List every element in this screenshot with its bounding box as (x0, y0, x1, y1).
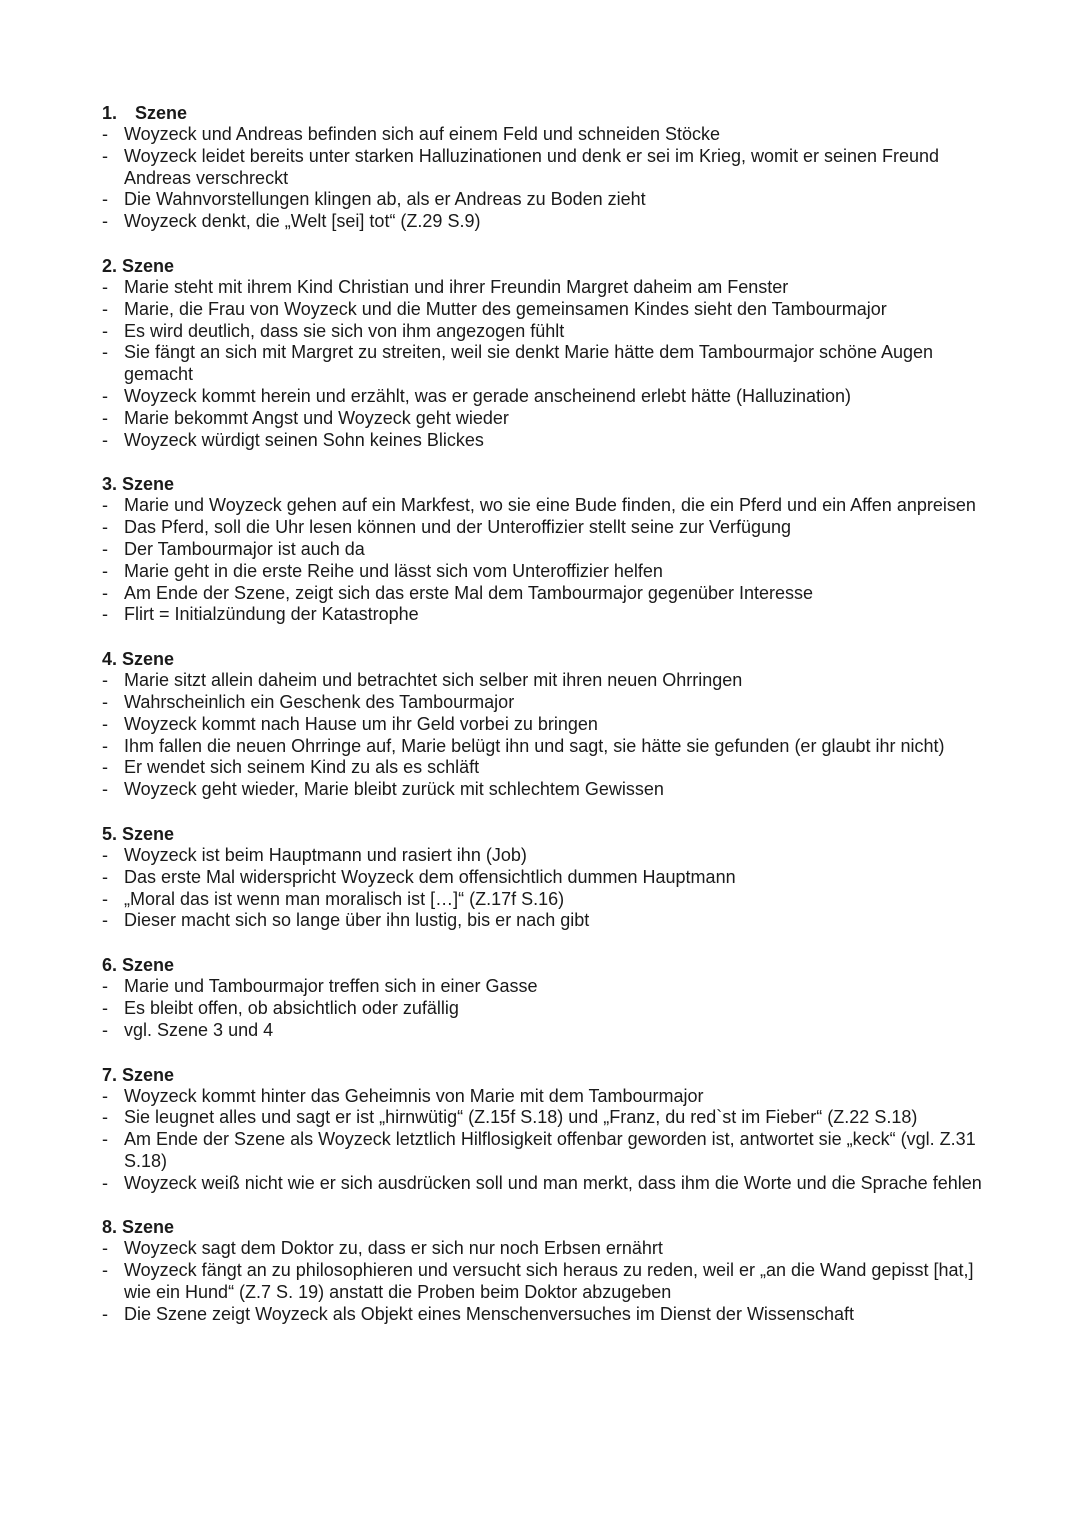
bullet-list (102, 277, 982, 451)
list-item-text: Woyzeck würdigt seinen Sohn keines Blickes (124, 429, 484, 450)
bullet-list (102, 670, 982, 801)
list-item-text: Marie geht in die erste Reihe und lässt sich vom Unteroffizier helfen (124, 560, 663, 581)
dash-bullet-icon: - (102, 320, 108, 341)
scene-section (102, 102, 982, 233)
list-item-text: Am Ende der Szene, zeigt sich das erste Mal dem Tambourmajor gegenüber Interesse (124, 582, 814, 603)
dash-bullet-icon: - (102, 735, 108, 756)
dash-bullet-icon: - (102, 1303, 108, 1324)
list-item-text: Es bleibt offen, ob absichtlich oder zufällig (124, 997, 459, 1018)
list-item (102, 1260, 982, 1304)
dash-bullet-icon: - (102, 691, 108, 712)
list-item-text: Woyzeck denkt, die „Welt [sei] tot“ (Z.29 S.9) (124, 211, 481, 232)
dash-bullet-icon: - (102, 1172, 108, 1193)
list-item (102, 495, 982, 517)
dash-bullet-icon: - (102, 495, 108, 516)
dash-bullet-icon: - (102, 866, 108, 887)
list-item (102, 386, 982, 408)
scene-heading (102, 1216, 982, 1238)
list-item (102, 1173, 982, 1195)
dash-bullet-icon: - (102, 1238, 108, 1259)
dash-bullet-icon: - (102, 145, 108, 166)
list-item-text: Dieser macht sich so lange über ihn lustig, bis er nach gibt (124, 910, 590, 931)
list-item (102, 342, 982, 386)
list-item (102, 757, 982, 779)
dash-bullet-icon: - (102, 298, 108, 319)
bullet-list (102, 976, 982, 1041)
dash-bullet-icon: - (102, 670, 108, 691)
scene-number: 7. (102, 1064, 118, 1085)
dash-bullet-icon: - (102, 211, 108, 232)
list-item (102, 670, 982, 692)
dash-bullet-icon: - (102, 976, 108, 997)
scene-section (102, 1216, 982, 1325)
dash-bullet-icon: - (102, 1085, 108, 1106)
dash-bullet-icon: - (102, 517, 108, 538)
scene-section (102, 823, 982, 932)
list-item-text: Sie leugnet alles und sagt er ist „hirnwütig“ (Z.15f S.18) und „Franz, du red`st im Fieber“ (Z.22 S.18) (124, 1107, 918, 1128)
scene-number: 6. (102, 955, 118, 976)
list-item (102, 430, 982, 452)
list-item (102, 189, 982, 211)
list-item-text: Das erste Mal widerspricht Woyzeck dem offensichtlich dummen Hauptmann (124, 866, 736, 887)
scene-heading (102, 954, 982, 976)
dash-bullet-icon: - (102, 997, 108, 1018)
list-item (102, 146, 982, 190)
list-item-text: Die Szene zeigt Woyzeck als Objekt eines Menschenversuches im Dienst der Wissenschaft (124, 1303, 854, 1324)
list-item-text: Woyzeck fängt an zu philosophieren und versucht sich heraus zu reden, weil er „an die Wand gepisst [hat,] wie ein Hund“ (Z.7 S. 19) anstatt die Proben beim Doktor abzugeben (124, 1260, 974, 1303)
list-item (102, 1129, 982, 1173)
list-item (102, 867, 982, 889)
list-item-text: Am Ende der Szene als Woyzeck letztlich Hilflosigkeit offenbar geworden ist, antwortet sie „keck“ (vgl. Z.31 S.18) (124, 1129, 976, 1171)
list-item-text: Woyzeck kommt herein und erzählt, was er gerade anscheinend erlebt hätte (Halluzination) (124, 385, 852, 406)
list-item (102, 910, 982, 932)
dash-bullet-icon: - (102, 713, 108, 734)
list-item (102, 1238, 982, 1260)
scene-number: 2. (102, 255, 118, 276)
dash-bullet-icon: - (102, 582, 108, 603)
dash-bullet-icon: - (102, 1129, 108, 1150)
list-item-text: Woyzeck leidet bereits unter starken Halluzinationen und denk er sei im Krieg, womit er seinen Freund Andreas verschreckt (124, 145, 940, 188)
list-item-text: Marie sitzt allein daheim und betrachtet sich selber mit ihren neuen Ohrringen (124, 670, 743, 691)
list-item-text: Wahrscheinlich ein Geschenk des Tambourmajor (124, 691, 515, 712)
scene-number: 3. (102, 474, 118, 495)
list-item-text: Marie steht mit ihrem Kind Christian und ihrer Freundin Margret daheim am Fenster (124, 276, 789, 297)
scene-heading (102, 255, 982, 277)
list-item-text: Woyzeck und Andreas befinden sich auf einem Feld und schneiden Stöcke (124, 124, 721, 144)
list-item (102, 845, 982, 867)
list-item-text: Woyzeck kommt nach Hause um ihr Geld vorbei zu bringen (124, 713, 598, 734)
dash-bullet-icon: - (102, 124, 108, 144)
list-item (102, 539, 982, 561)
list-item (102, 517, 982, 539)
list-item (102, 1086, 982, 1108)
list-item (102, 604, 982, 626)
list-item-text: Marie, die Frau von Woyzeck und die Mutter des gemeinsamen Kindes sieht den Tambourmajor (124, 298, 887, 319)
list-item (102, 779, 982, 801)
dash-bullet-icon: - (102, 342, 108, 363)
document-page (102, 102, 982, 1348)
list-item-text: Es wird deutlich, dass sie sich von ihm angezogen fühlt (124, 320, 565, 341)
scene-heading (102, 1064, 982, 1086)
list-item (102, 321, 982, 343)
scene-number: 1. (102, 103, 118, 123)
list-item-text: Marie bekommt Angst und Woyzeck geht wieder (124, 407, 509, 428)
list-item (102, 1304, 982, 1326)
dash-bullet-icon: - (102, 385, 108, 406)
list-item (102, 976, 982, 998)
list-item-text: Das Pferd, soll die Uhr lesen können und der Unteroffizier stellt seine zur Verfügung (124, 517, 792, 538)
scene-heading (102, 102, 982, 124)
list-item-text: Der Tambourmajor ist auch da (124, 538, 365, 559)
scene-heading (102, 473, 982, 495)
list-item (102, 889, 982, 911)
dash-bullet-icon: - (102, 604, 108, 625)
list-item-text: Woyzeck weiß nicht wie er sich ausdrücken soll und man merkt, dass ihm die Worte und die Sprache fehlen (124, 1172, 982, 1193)
list-item-text: Flirt = Initialzündung der Katastrophe (124, 604, 419, 625)
scene-section (102, 648, 982, 801)
list-item (102, 299, 982, 321)
list-item-text: vgl. Szene 3 und 4 (124, 1019, 274, 1040)
bullet-list (102, 1238, 982, 1325)
list-item-text: Marie und Woyzeck gehen auf ein Markfest, wo sie eine Bude finden, die ein Pferd und ein Affen anpreisen (124, 495, 976, 516)
list-item-text: Er wendet sich seinem Kind zu als es schläft (124, 757, 480, 778)
scene-title: Szene (122, 474, 175, 495)
list-item (102, 1020, 982, 1042)
scene-title: Szene (122, 1217, 175, 1238)
list-item (102, 211, 982, 233)
scene-section (102, 473, 982, 626)
list-item-text: „Moral das ist wenn man moralisch ist […]“ (Z.17f S.16) (124, 888, 565, 909)
dash-bullet-icon: - (102, 429, 108, 450)
list-item (102, 561, 982, 583)
bullet-list (102, 124, 982, 233)
dash-bullet-icon: - (102, 757, 108, 778)
bullet-list (102, 495, 982, 626)
dash-bullet-icon: - (102, 844, 108, 865)
list-item (102, 408, 982, 430)
bullet-list (102, 1086, 982, 1195)
list-item (102, 736, 982, 758)
dash-bullet-icon: - (102, 407, 108, 428)
list-item (102, 714, 982, 736)
dash-bullet-icon: - (102, 560, 108, 581)
scene-number: 8. (102, 1217, 118, 1238)
list-item-text: Woyzeck kommt hinter das Geheimnis von Marie mit dem Tambourmajor (124, 1085, 704, 1106)
scene-section (102, 1064, 982, 1195)
dash-bullet-icon: - (102, 888, 108, 909)
list-item (102, 1107, 982, 1129)
scene-title: Szene (122, 823, 175, 844)
list-item-text: Die Wahnvorstellungen klingen ab, als er Andreas zu Boden zieht (124, 189, 646, 210)
dash-bullet-icon: - (102, 910, 108, 931)
dash-bullet-icon: - (102, 1260, 108, 1281)
scene-title: Szene (122, 255, 175, 276)
bullet-list (102, 845, 982, 932)
scene-title: Szene (135, 103, 188, 123)
list-item (102, 583, 982, 605)
list-item-text: Ihm fallen die neuen Ohrringe auf, Marie belügt ihn und sagt, sie hätte sie gefunden (er glaubt ihr nicht) (124, 735, 945, 756)
scene-heading (102, 823, 982, 845)
scene-title: Szene (122, 955, 175, 976)
dash-bullet-icon: - (102, 1107, 108, 1128)
list-item-text: Woyzeck geht wieder, Marie bleibt zurück mit schlechtem Gewissen (124, 779, 664, 800)
list-item (102, 998, 982, 1020)
list-item-text: Marie und Tambourmajor treffen sich in einer Gasse (124, 976, 538, 997)
scene-section (102, 954, 982, 1041)
list-item-text: Sie fängt an sich mit Margret zu streiten, weil sie denkt Marie hätte dem Tambourmajor schöne Augen gemacht (124, 342, 934, 385)
dash-bullet-icon: - (102, 538, 108, 559)
list-item-text: Woyzeck sagt dem Doktor zu, dass er sich nur noch Erbsen ernährt (124, 1238, 663, 1259)
dash-bullet-icon: - (102, 1019, 108, 1040)
scene-title: Szene (122, 1064, 175, 1085)
list-item (102, 124, 982, 146)
scene-section (102, 255, 982, 451)
scene-title: Szene (122, 649, 175, 670)
list-item (102, 692, 982, 714)
scene-heading (102, 648, 982, 670)
list-item-text: Woyzeck ist beim Hauptmann und rasiert ihn (Job) (124, 844, 527, 865)
scene-number: 4. (102, 649, 118, 670)
list-item (102, 277, 982, 299)
dash-bullet-icon: - (102, 276, 108, 297)
dash-bullet-icon: - (102, 189, 108, 210)
dash-bullet-icon: - (102, 779, 108, 800)
scene-number: 5. (102, 823, 118, 844)
